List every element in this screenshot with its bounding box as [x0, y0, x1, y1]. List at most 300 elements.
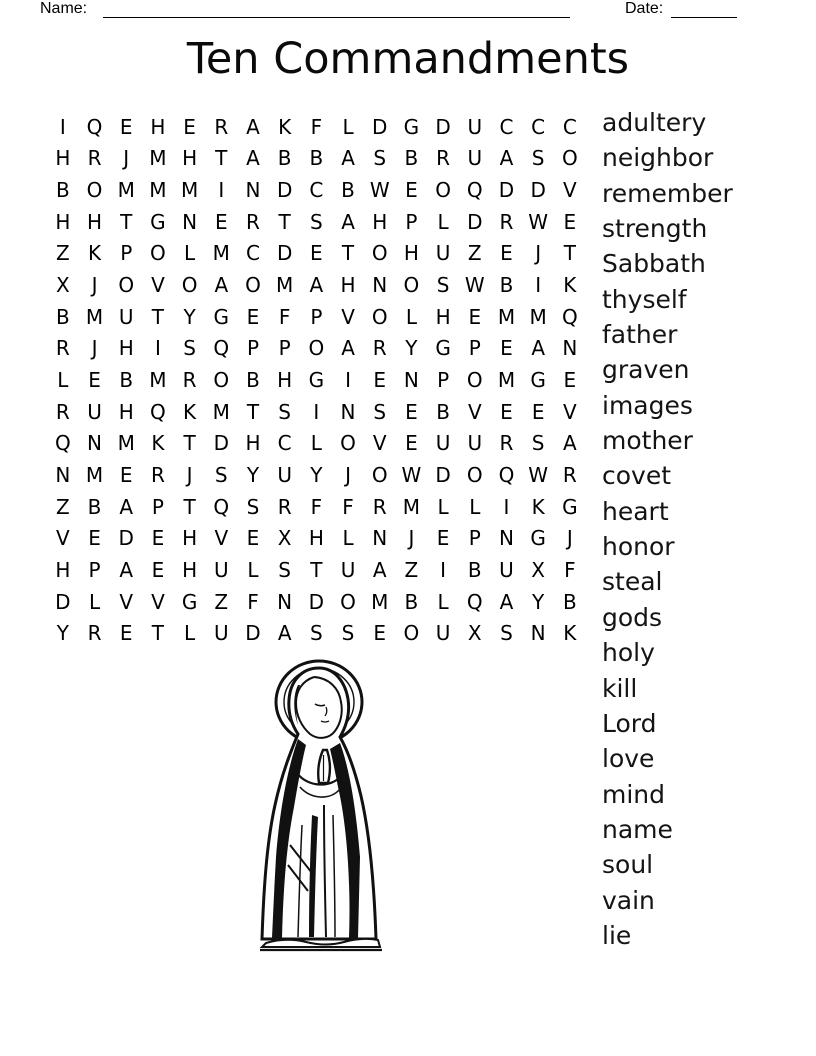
grid-letter: S [436, 273, 450, 298]
grid-letter: J [566, 526, 573, 551]
grid-letter: E [119, 114, 133, 139]
grid-letter: D [530, 178, 546, 203]
grid-letter: A [341, 209, 355, 234]
grid-letter: N [245, 178, 261, 203]
grid-letter: B [55, 178, 70, 203]
grid-letter: E [436, 526, 450, 551]
grid-letter: Z [214, 589, 229, 614]
grid-letter: E [119, 463, 133, 488]
grid-letter: E [119, 621, 133, 646]
grid-letter: X [531, 558, 545, 583]
grid-letter: C [277, 431, 292, 456]
grid-letter: O [308, 336, 325, 361]
grid-letter: J [91, 336, 98, 361]
grid-letter: C [245, 241, 260, 266]
grid-letter: T [246, 399, 260, 424]
grid-letter: F [310, 114, 323, 139]
grid-letter: N [403, 368, 419, 393]
grid-letter: H [340, 273, 356, 298]
grid-letter: V [563, 399, 577, 424]
grid-letter: R [277, 494, 292, 519]
grid-row [47, 586, 586, 618]
word-list-item: Lord [602, 708, 657, 738]
grid-letter: M [497, 368, 516, 393]
grid-letter: Q [466, 589, 483, 614]
grid-letter: J [408, 526, 415, 551]
grid-letter: A [246, 114, 260, 139]
grid-letter: F [564, 558, 576, 583]
grid-letter: R [499, 209, 514, 234]
grid-letter: H [277, 368, 293, 393]
grid-letter: S [183, 336, 196, 361]
grid-letter: H [55, 146, 71, 171]
grid-letter: E [246, 526, 260, 551]
grid-letter: S [500, 621, 513, 646]
grid-letter: B [277, 146, 292, 171]
grid-letter: L [184, 621, 196, 646]
grid-letter: Q [561, 304, 578, 329]
grid-row [47, 554, 586, 586]
grid-letter: U [467, 114, 483, 139]
word-list-item: steal [602, 567, 663, 597]
grid-letter: N [530, 621, 546, 646]
grid-row [47, 238, 586, 270]
grid-letter: Z [55, 241, 70, 266]
grid-letter: Q [466, 178, 483, 203]
grid-letter: V [372, 431, 387, 456]
grid-letter: T [215, 146, 228, 171]
grid-letter: Q [498, 463, 515, 488]
date-blank-line [671, 1, 737, 18]
grid-letter: H [87, 209, 103, 234]
grid-letter: A [499, 589, 514, 614]
grid-letter: E [405, 399, 418, 424]
grid-letter: W [464, 273, 485, 298]
grid-letter: E [563, 209, 577, 234]
grid-letter: O [371, 304, 388, 329]
grid-letter: R [87, 146, 102, 171]
word-list-item: lie [602, 920, 632, 950]
grid-letter: Z [467, 241, 482, 266]
word-list-item: kill [602, 673, 638, 703]
grid-letter: H [55, 558, 71, 583]
grid-letter: D [435, 114, 451, 139]
grid-letter: K [278, 114, 292, 139]
grid-letter: E [500, 241, 513, 266]
grid-letter: H [182, 526, 198, 551]
grid-letter: C [562, 114, 577, 139]
grid-letter: Q [150, 399, 166, 424]
grid-letter: P [120, 241, 133, 266]
grid-letter: B [341, 178, 355, 203]
grid-letter: A [119, 494, 134, 519]
grid-letter: H [150, 114, 166, 139]
grid-letter: H [403, 241, 419, 266]
grid-letter: M [371, 589, 389, 614]
grid-letter: G [150, 209, 166, 234]
grid-letter: E [214, 209, 228, 234]
grid-letter: W [528, 463, 549, 488]
grid-letter: H [182, 146, 198, 171]
grid-letter: O [371, 463, 388, 488]
grid-letter: T [278, 209, 291, 234]
grid-letter: N [87, 431, 103, 456]
word-list-item: mother [602, 426, 693, 456]
grid-letter: H [55, 209, 71, 234]
grid-letter: D [467, 209, 483, 234]
grid-letter: V [467, 399, 482, 424]
grid-letter: E [151, 526, 165, 551]
page-title: Ten Commandments [186, 34, 630, 84]
grid-letter: O [181, 273, 198, 298]
grid-letter: E [468, 304, 482, 329]
grid-letter: M [149, 178, 167, 203]
grid-letter: U [340, 558, 356, 583]
grid-letter: E [310, 241, 323, 266]
grid-letter: V [151, 273, 165, 298]
word-list-item: neighbor [602, 143, 714, 173]
grid-letter: O [403, 273, 420, 298]
grid-letter: K [87, 241, 102, 266]
grid-letter: E [531, 399, 545, 424]
word-list-item: holy [602, 638, 655, 668]
grid-letter: H [245, 431, 261, 456]
grid-letter: V [151, 589, 165, 614]
grid-letter: H [118, 336, 134, 361]
grid-letter: D [118, 526, 134, 551]
grid-letter: U [118, 304, 134, 329]
grid-letter: B [87, 494, 102, 519]
grid-letter: G [435, 336, 451, 361]
word-list-item: heart [602, 496, 669, 526]
grid-letter: P [405, 209, 418, 234]
grid-letter: I [440, 558, 447, 583]
grid-letter: A [277, 621, 292, 646]
grid-letter: T [183, 494, 196, 519]
grid-letter: B [404, 589, 419, 614]
grid-letter: L [310, 431, 322, 456]
grid-letter: J [186, 463, 193, 488]
grid-letter: I [59, 114, 66, 139]
grid-letter: N [55, 463, 71, 488]
grid-letter: P [278, 336, 291, 361]
word-list-item: graven [602, 355, 690, 385]
grid-letter: U [435, 621, 451, 646]
grid-letter: C [309, 178, 324, 203]
grid-letter: A [214, 273, 229, 298]
grid-letter: S [278, 399, 291, 424]
grid-letter: G [530, 526, 546, 551]
grid-letter: Y [246, 463, 260, 488]
grid-letter: F [342, 494, 354, 519]
word-list-item: soul [602, 850, 654, 880]
grid-letter: G [530, 368, 546, 393]
grid-letter: N [277, 589, 293, 614]
grid-letter: Y [56, 621, 69, 646]
grid-letter: R [214, 114, 229, 139]
grid-letter: C [531, 114, 546, 139]
grid-letter: I [503, 494, 510, 519]
grid-letter: F [310, 494, 323, 519]
grid-letter: O [371, 241, 388, 266]
grid-letter: N [498, 526, 514, 551]
grid-letter: B [467, 558, 482, 583]
grid-letter: K [531, 494, 545, 519]
grid-letter: F [247, 589, 259, 614]
grid-letter: J [535, 241, 542, 266]
grid-letter: D [308, 589, 325, 614]
date-label: Date: [625, 0, 664, 17]
grid-letter: H [118, 399, 134, 424]
grid-letter: X [277, 526, 292, 551]
grid-letter: T [310, 558, 323, 583]
grid-letter: S [373, 399, 387, 424]
word-list-item: mind [602, 779, 666, 809]
grid-letter: B [436, 399, 450, 424]
grid-letter: K [151, 431, 165, 456]
grid-letter: L [469, 494, 481, 519]
grid-row [47, 269, 586, 301]
grid-letter: V [119, 589, 134, 614]
grid-letter: Y [310, 463, 323, 488]
grid-letter: L [88, 589, 101, 614]
grid-letter: W [401, 463, 422, 488]
grid-row [47, 174, 586, 206]
grid-letter: K [563, 273, 577, 298]
grid-letter: D [498, 178, 515, 203]
grid-letter: P [310, 304, 323, 329]
word-list-item: thyself [602, 284, 687, 314]
wordsearch-grid [47, 111, 586, 649]
grid-letter: J [91, 273, 98, 298]
grid-letter: S [373, 146, 387, 171]
grid-row [47, 491, 586, 523]
word-list-item: images [602, 390, 693, 420]
word-list-item: strength [602, 214, 708, 244]
grid-letter: I [535, 273, 542, 298]
grid-letter: U [213, 621, 229, 646]
grid-letter: I [345, 368, 351, 393]
word-list-item: Sabbath [602, 249, 706, 279]
grid-letter: E [88, 526, 101, 551]
grid-row [47, 459, 586, 491]
grid-letter: A [119, 558, 134, 583]
word-list-item: remember [602, 178, 733, 208]
grid-letter: E [151, 558, 165, 583]
grid-letter: R [150, 463, 165, 488]
grid-letter: E [405, 431, 418, 456]
word-list-item: adultery [602, 108, 707, 137]
grid-letter: M [180, 178, 199, 203]
grid-letter: N [372, 526, 388, 551]
grid-letter: T [183, 431, 196, 456]
grid-row [47, 333, 586, 365]
grid-letter: O [435, 178, 451, 203]
grid-letter: U [435, 241, 451, 266]
grid-letter: M [497, 304, 516, 329]
grid-letter: P [468, 336, 481, 361]
word-list-item: love [602, 744, 655, 774]
grid-letter: M [85, 304, 104, 329]
grid-letter: A [246, 146, 260, 171]
grid-row [47, 143, 586, 175]
grid-letter: R [499, 431, 514, 456]
grid-letter: G [213, 304, 230, 329]
grid-letter: Z [55, 494, 70, 519]
word-list-item: gods [602, 602, 663, 632]
grid-letter: L [437, 209, 449, 234]
grid-letter: O [561, 146, 578, 171]
grid-letter: B [246, 368, 260, 393]
grid-letter: B [119, 368, 134, 393]
grid-letter: E [373, 368, 387, 393]
grid-letter: Q [213, 336, 230, 361]
grid-letter: M [402, 494, 421, 519]
grid-letter: E [183, 114, 196, 139]
grid-letter: K [183, 399, 197, 424]
grid-letter: O [340, 589, 356, 614]
grid-letter: L [342, 114, 354, 139]
grid-letter: Q [213, 494, 230, 519]
grid-letter: X [467, 621, 482, 646]
word-list-item: vain [602, 885, 655, 915]
grid-letter: V [214, 526, 229, 551]
name-blank-line [103, 1, 570, 18]
grid-letter: O [466, 368, 483, 393]
grid-letter: T [120, 209, 133, 234]
grid-letter: O [466, 463, 483, 488]
grid-letter: S [214, 463, 228, 488]
grid-letter: D [276, 178, 293, 203]
grid-letter: S [531, 146, 545, 171]
grid-letter: E [405, 178, 418, 203]
grid-letter: R [372, 494, 387, 519]
grid-letter: D [276, 241, 293, 266]
grid-letter: U [277, 463, 292, 488]
grid-letter: T [563, 241, 576, 266]
grid-letter: I [218, 178, 225, 203]
grid-letter: M [149, 146, 167, 171]
grid-letter: A [499, 146, 514, 171]
grid-letter: A [341, 336, 355, 361]
grid-letter: P [468, 526, 481, 551]
grid-letter: U [467, 146, 483, 171]
grid-letter: S [531, 431, 545, 456]
grid-row [47, 206, 586, 238]
grid-letter: N [340, 399, 356, 424]
grid-letter: Q [54, 431, 71, 456]
grid-letter: B [404, 146, 419, 171]
grid-letter: R [55, 336, 70, 361]
grid-letter: E [246, 304, 260, 329]
grid-row [47, 428, 586, 460]
grid-row [47, 396, 586, 428]
grid-letter: P [88, 558, 101, 583]
grid-letter: O [403, 621, 420, 646]
grid-letter: B [309, 146, 324, 171]
grid-letter: B [499, 273, 514, 298]
grid-letter: F [278, 304, 291, 329]
grid-letter: U [213, 558, 229, 583]
grid-letter: P [151, 494, 164, 519]
word-list-item: father [602, 320, 678, 350]
grid-row [47, 301, 586, 333]
name-label: Name: [40, 0, 88, 17]
grid-letter: K [563, 621, 577, 646]
grid-letter: W [369, 178, 390, 203]
grid-letter: R [246, 209, 260, 234]
grid-letter: A [372, 558, 387, 583]
grid-letter: J [123, 146, 130, 171]
grid-letter: M [276, 273, 294, 298]
word-list [602, 105, 733, 953]
grid-letter: A [309, 273, 324, 298]
grid-letter: O [340, 431, 356, 456]
grid-letter: D [245, 621, 261, 646]
grid-letter: A [531, 336, 545, 361]
grid-letter: X [55, 273, 70, 298]
grid-letter: M [212, 399, 230, 424]
grid-letter: N [372, 273, 388, 298]
grid-letter: R [55, 399, 70, 424]
grid-letter: C [499, 114, 514, 139]
grid-letter: D [372, 114, 388, 139]
grid-letter: T [341, 241, 355, 266]
grid-letter: G [562, 494, 578, 519]
grid-letter: P [246, 336, 259, 361]
grid-letter: R [372, 336, 387, 361]
grid-letter: T [151, 621, 165, 646]
grid-letter: N [182, 209, 198, 234]
grid-letter: G [403, 114, 420, 139]
grid-letter: H [435, 304, 451, 329]
grid-letter: V [341, 304, 355, 329]
grid-row [47, 523, 586, 555]
grid-letter: Z [404, 558, 419, 583]
grid-letter: S [309, 209, 323, 234]
grid-letter: V [563, 178, 577, 203]
grid-row [47, 618, 586, 650]
grid-letter: M [529, 304, 547, 329]
grid-letter: G [181, 589, 198, 614]
grid-letter: D [213, 431, 229, 456]
grid-letter: E [88, 368, 101, 393]
word-list-item: covet [602, 461, 672, 491]
grid-letter: H [372, 209, 388, 234]
grid-letter: L [437, 494, 449, 519]
grid-row [47, 364, 586, 396]
grid-letter: W [528, 209, 549, 234]
grid-letter: H [308, 526, 324, 551]
grid-letter: D [435, 463, 451, 488]
grid-letter: B [55, 304, 70, 329]
grid-letter: O [213, 368, 230, 393]
grid-letter: Y [532, 589, 545, 614]
grid-letter: M [85, 463, 104, 488]
grid-letter: A [563, 431, 577, 456]
grid-letter: E [563, 368, 577, 393]
grid-letter: U [499, 558, 514, 583]
grid-letter: A [341, 146, 355, 171]
grid-letter: L [184, 241, 196, 266]
grid-letter: L [247, 558, 259, 583]
grid-letter: U [467, 431, 483, 456]
grid-letter: E [500, 336, 513, 361]
grid-letter: M [212, 241, 230, 266]
grid-letter: M [117, 431, 135, 456]
grid-letter: P [437, 368, 450, 393]
grid-letter: R [436, 146, 451, 171]
